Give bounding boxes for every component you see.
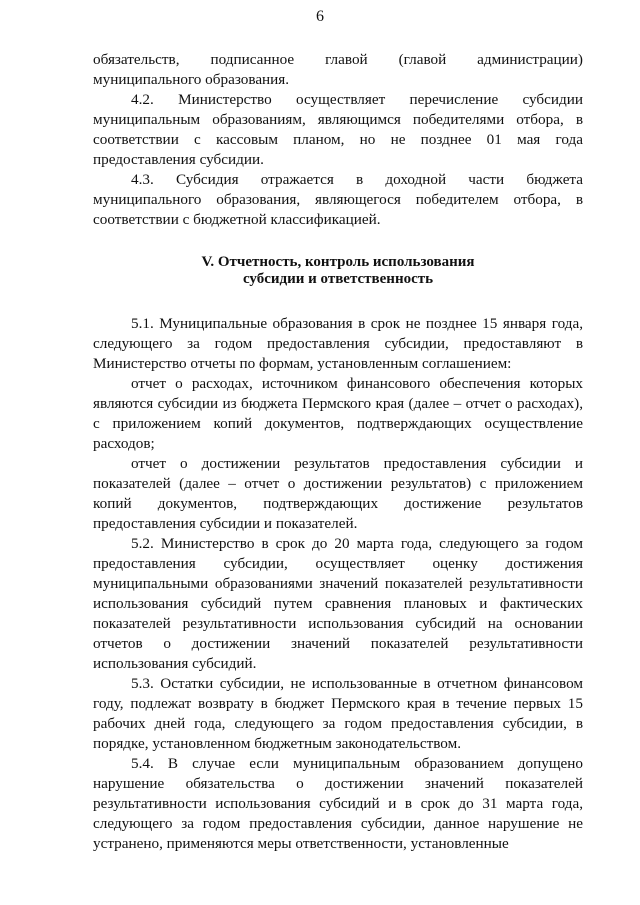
paragraph-5-3: 5.3. Остатки субсидии, не использованные в отчетном финансовом году, подлежат возврату в бюджет Пермского края в течение первых 15 рабочих дней года, следующего за годом предоставления субсидии, в порядке, установленном бюджетным законодательством. [93,675,583,752]
section-heading-line-2: субсидии и ответственность [242,271,434,287]
paragraph-5-4: 5.4. В случае если муниципальным образованием допущено нарушение обязательства о достижении значений показателей результативности использования субсидий и в срок до 31 марта года, следующего за годом предоставления субсидии, данное нарушение не устранено, применяются меры ответственности, установленные [93,755,583,852]
paragraph-4-3: 4.3. Субсидия отражается в доходной части бюджета муниципального образования, являющегося победителем отбора, в соответствии с бюджетной классификацией. [93,171,583,228]
paragraph-continuation: обязательств, подписанное главой (главой администрации) муниципального образования. [93,51,583,88]
paragraph-5-1: 5.1. Муниципальные образования в срок не позднее 15 января года, следующего за годом предоставления субсидии, предоставляют в Министерство отчеты по формам, установленным соглашением: [93,315,583,372]
section-heading [93,254,583,288]
paragraph-4-2: 4.2. Министерство осуществляет перечисление субсидии муниципальным образованиям, являющимся победителями отбора, в соответствии с кассовым планом, но не позднее 01 мая года предоставления субсидии. [93,91,583,168]
section-heading-line-1: V. Отчетность, контроль использования [201,254,475,270]
paragraph-5-2: 5.2. Министерство в срок до 20 марта года, следующего за годом предоставления субсидии, осуществляет оценку достижения муниципальными образованиями значений показателей результативности использования субсидий путем сравнения плановых и фактических показателей результативности использования субсидий на основании отчетов о достижении значений показателей результативности использования субсидий. [93,535,583,672]
page-number: 6 [316,8,324,25]
paragraph-report-expenses: отчет о расходах, источником финансового обеспечения которых являются субсидии из бюджета Пермского края (далее – отчет о расходах), с приложением копий документов, подтверждающих осуществление расходов; [93,375,583,452]
document-body [93,50,583,854]
paragraph-report-results: отчет о достижении результатов предоставления субсидии и показателей (далее – отчет о достижении результатов) с приложением копий документов, подтверждающих достижение результатов предоставления субсидии и показателей. [93,455,583,532]
